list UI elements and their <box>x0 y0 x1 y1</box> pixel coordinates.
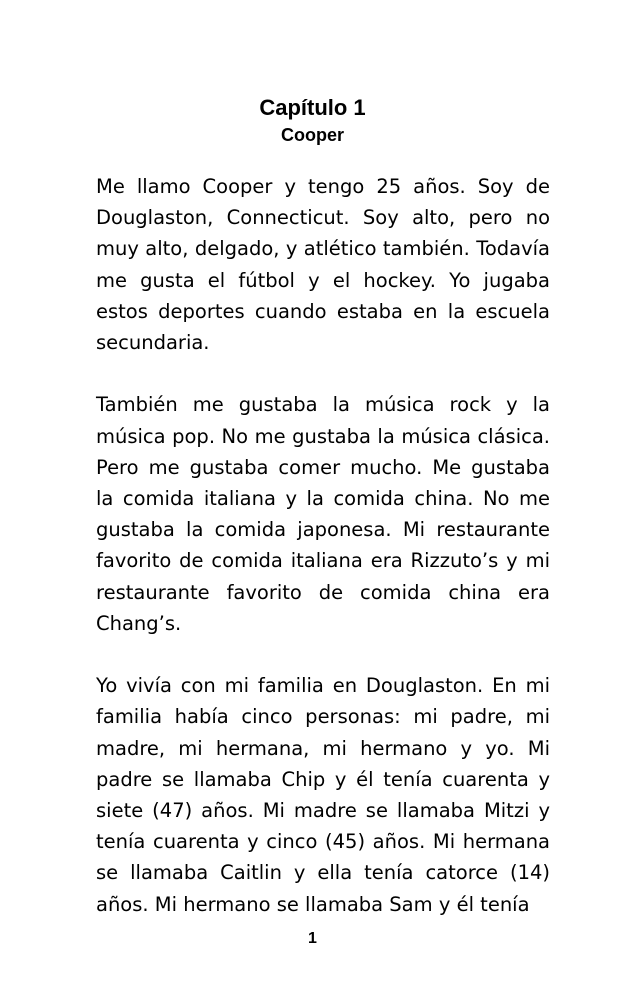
paragraph: También me gustaba la música rock y la música pop. No me gustaba la música clásica. Pero me gustaba comer mucho. Me gustaba la comida italiana y la comida china. No me gustaba la comida japonesa. Mi restaurante favorito de comida italiana era Rizzuto’s y mi restaurante favorito de comida china era Chang’s. <box>96 393 550 635</box>
paragraph: Me llamo Cooper y tengo 25 años. Soy de Douglaston, Connecticut. Soy alto, pero no muy alto, delgado, y atlético también. Todavía me gusta el fútbol y el hockey. Yo jugaba estos deportes cuando estaba en la escuela secundaria. <box>96 175 550 355</box>
paragraph: Yo vivía con mi familia en Douglaston. En mi familia había cinco personas: mi padre, mi madre, mi hermana, mi hermano y yo. Mi padre se llamaba Chip y él tenía cuarenta y siete (47) años. Mi madre se llamaba Mitzi y tenía cuarenta y cinco (45) años. Mi hermana se llamaba Caitlin y ella tenía catorce (14) años. Mi hermano se llamaba Sam y él tenía <box>96 674 550 916</box>
chapter-title: Capítulo 1 <box>259 95 366 120</box>
page-number: 1 <box>308 930 317 947</box>
chapter-body <box>96 171 550 920</box>
chapter-subtitle: Cooper <box>281 125 344 145</box>
